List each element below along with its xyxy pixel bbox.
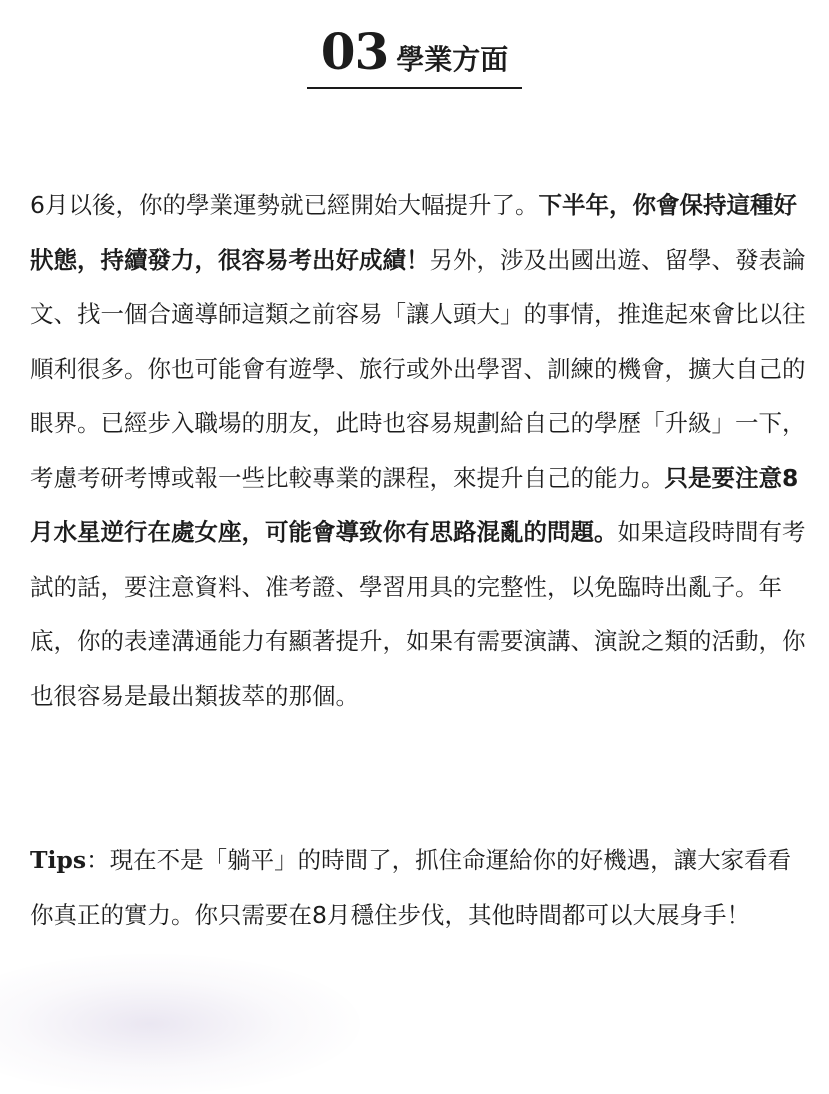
heading-underline: [307, 87, 523, 89]
text-segment: 6月以後，你的學業運勢就已經開始大幅提升了。: [30, 191, 539, 219]
tips-body: ：現在不是「躺平」的時間了，抓住命運給你的好機遇，讓大家看看你真正的實力。你只需要在8月穩住步伐，其他時間都可以大展身手！: [30, 846, 792, 929]
section-header: [0, 22, 829, 89]
decorative-glow: [0, 954, 360, 1094]
section-title: 學業方面: [396, 43, 509, 76]
section-number: 03: [320, 22, 389, 81]
tips-label: Tips: [30, 846, 87, 874]
highlight-text: 只是要注意8月水星逆行在處女座，可能會導致你有思路混亂的問題。: [30, 463, 799, 546]
section-heading: [315, 22, 515, 89]
highlight-text: 下半年，你會保持這種好狀態，持續發力，很容易考出好成績！: [30, 191, 797, 274]
tips-paragraph: [30, 833, 812, 942]
main-paragraph: [30, 178, 812, 723]
text-segment: 另外，涉及出國出遊、留學、發表論文、找一個合適導師這類之前容易「讓人頭大」的事情，推進起來會比以往順利很多。你也可能會有遊學、旅行或外出學習、訓練的機會，擴大自己的眼界。已經步入職場的朋友，此時也容易規劃給自己的學歷「升級」一下，考慮考研考博或報一些比較專業的課程，來提升自己的能力。: [30, 245, 806, 492]
text-segment: 如果這段時間有考試的話，要注意資料、准考證、學習用具的完整性，以免臨時出亂子。年底，你的表達溝通能力有顯著提升，如果有需要演講、演說之類的活動，你也很容易是最出類拔萃的那個。: [30, 518, 806, 710]
